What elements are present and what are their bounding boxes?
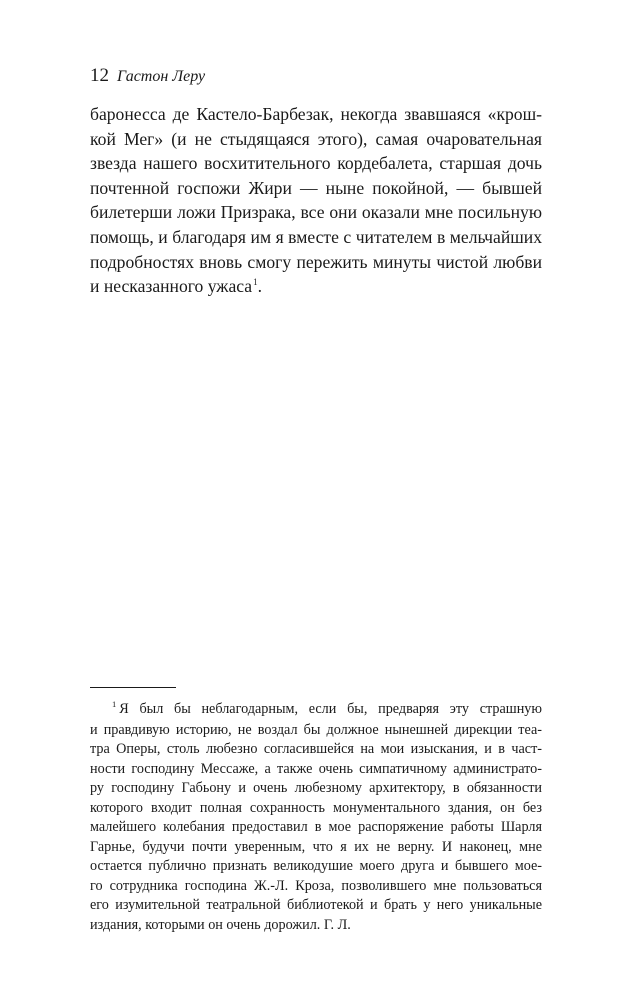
footnote-line: остается публично признать великодушие моего друга и бывшего мое- (90, 858, 542, 874)
footnote-line: ру господину Габьону и очень любезному архитектору, в обязанности (90, 780, 542, 796)
footnote-line: го сотрудника господина Ж.-Л. Кроза, позволившего мне пользоваться (90, 877, 542, 894)
footnote-line: которого входит полная сохранность монументального здания, он без (90, 799, 542, 816)
footnote-marker: 1 (112, 699, 117, 709)
running-head (90, 64, 205, 89)
page-number: 12 (90, 65, 109, 86)
footnote-line: и правдивую историю, не воздал бы должное нынешней дирекции теа- (90, 721, 542, 738)
text-line: кой Мег» (и не стыдящаяся этого), самая очаровательная (90, 128, 542, 149)
footnote-line: Гарнье, будучи почти уверенным, что я их не верну. И наконец, мне (90, 838, 542, 855)
footnote-line: его изумительной театральной библиотекой и брать у него уникальные (90, 897, 542, 913)
text-line: звезда нашего восхитительного кордебалета, старшая дочь (90, 153, 542, 174)
footnote-line: ности господину Мессаже, а также очень симпатичному администрато- (90, 760, 542, 777)
main-text-block (90, 102, 542, 302)
text-line-last-content: и несказанного ужаса (90, 276, 253, 297)
footnote-reference[interactable]: 1 (253, 277, 258, 288)
footnote-line-content: Я был бы неблагодарным, если бы, предваряя эту страшную (119, 701, 542, 717)
text-line: помощь, и благодаря им я вместе с читателем в мельчайших (90, 226, 542, 247)
footnote-line-last: издания, которыми он очень дорожил. Г. Л. (90, 916, 351, 933)
text-line: подробностях вновь смогу пережить минуты чистой любви (90, 251, 542, 272)
running-title: Гастон Леру (117, 68, 206, 85)
footnote-block (90, 700, 542, 935)
text-line: билетерши ложи Призрака, все они оказали мне посильную (90, 202, 542, 223)
text-line: баронесса де Кастело-Барбезак, некогда звавшаяся «крош- (90, 104, 542, 124)
footnote-line: малейшего колебания предоставил в мое распоряжение работы Шарля (90, 819, 542, 835)
footnote-line: тра Оперы, столь любезно согласившейся на мои изыскания, и в част- (90, 741, 542, 757)
footnote-line-first (90, 700, 542, 721)
text-line: почтенной госпожи Жири — ныне покойной, — бывшей (90, 177, 542, 198)
footnote-divider (90, 687, 176, 688)
text-line-last: и несказанного ужаса$^1$. (90, 276, 263, 297)
